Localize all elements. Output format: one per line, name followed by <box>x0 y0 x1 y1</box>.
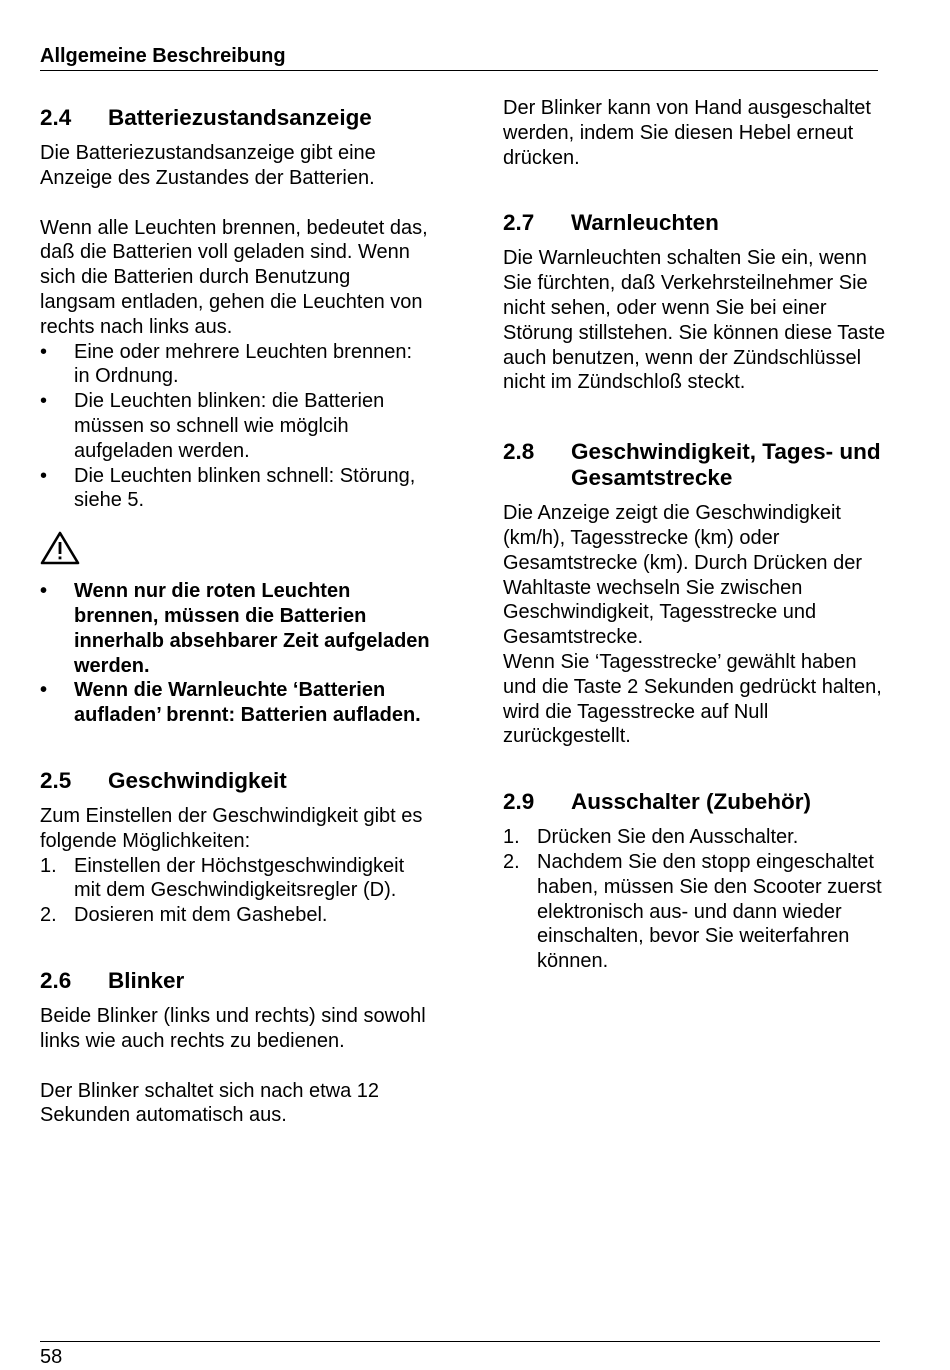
paragraph: Die Anzeige zeigt die Geschwindigkeit (km/h), Tagesstrecke (km) oder Gesamtstrecke (km). Durch Drücken der Wahltaste wechseln Sie zwischen Geschwindigkeit, Tagesstrecke und Gesamtstrecke. <box>503 502 862 649</box>
section-2-5 <box>40 768 430 928</box>
item-text: Nachdem Sie den stopp eingeschaltet haben, müssen Sie den Scooter zuerst elektronisch aus- und dann wieder einschalten, bevor Sie weiterfahren können. <box>537 850 882 973</box>
section-title: Warnleuchten <box>571 210 719 236</box>
section-number: 2.5 <box>40 767 72 793</box>
item-text: Drücken Sie den Ausschalter. <box>537 826 799 849</box>
paragraph: Die Warnleuchten schalten Sie ein, wenn Sie fürchten, daß Verkehrsteilnehmer Sie nicht sehen, oder wenn Sie bei einer Störung stillstehen. Sie können diese Taste auch benutzen, wenn der Zündschlüssel nicht im Zündschloß steckt. <box>503 247 886 394</box>
section-title: Blinker <box>108 967 185 993</box>
item-text: Einstellen der Höchstgeschwindigkeit mit dem Geschwindigkeitsregler (D). <box>74 854 405 902</box>
numbered-item <box>503 850 893 974</box>
right-column <box>503 96 893 974</box>
warning-triangle-icon <box>40 531 80 565</box>
numbered-item <box>503 825 893 850</box>
section-title: Geschwindigkeit <box>108 767 287 793</box>
section-2-6 <box>40 968 430 1128</box>
section-number: 2.6 <box>40 967 72 993</box>
footer-divider <box>40 1341 880 1342</box>
section-number: 2.4 <box>40 105 72 130</box>
numbered-item <box>40 903 430 928</box>
section-title: Ausschalter (Zubehör) <box>571 789 812 815</box>
warning-item: • Wenn nur die roten Leuchten brennen, müssen die Batterien innerhalb absehbarer Zeit aufgeladen werden. <box>40 579 430 678</box>
section-number: 2.9 <box>503 789 535 815</box>
paragraph: Wenn Sie ‘Tagesstrecke’ gewählt haben und die Taste 2 Sekunden gedrückt halten, wird die Tagesstrecke auf Null zurückgestellt. <box>503 650 882 748</box>
item-number: 1. <box>503 826 520 849</box>
header-divider <box>40 70 878 71</box>
section-2-7 <box>503 210 893 395</box>
numbered-list <box>40 854 430 928</box>
bullet-item: • Die Leuchten blinken: die Batterien müssen so schnell wie möglcih aufgeladen werden. <box>40 389 430 463</box>
section-heading <box>40 968 430 994</box>
section-number: 2.7 <box>503 210 535 236</box>
bullet-item: • Die Leuchten blinken schnell: Störung, siehe 5. <box>40 464 430 514</box>
section-2-9 <box>503 789 893 974</box>
warning-item: • Wenn die Warnleuchte ‘Batterien aufladen’ brennt: Batterien aufladen. <box>40 678 430 728</box>
bullet-item: • Eine oder mehrere Leuchten brennen: in Ordnung. <box>40 340 430 390</box>
paragraph: Der Blinker schaltet sich nach etwa 12 Sekunden automatisch aus. <box>40 1079 380 1127</box>
warning-list <box>40 579 430 728</box>
section-heading <box>40 768 430 794</box>
left-column <box>40 105 430 1128</box>
section-heading <box>503 210 893 236</box>
item-text: Dosieren mit dem Gashebel. <box>74 904 328 927</box>
section-heading <box>503 789 893 815</box>
paragraph: Wenn alle Leuchten brennen, bedeutet das, daß die Batterien voll geladen sind. Wenn sich die Batterien durch Benutzung langsam entladen, gehen die Leuchten von rechts nach links aus. <box>40 216 428 338</box>
section-number: 2.8 <box>503 439 535 465</box>
page-number: 58 <box>40 1346 63 1368</box>
section-heading <box>503 439 893 491</box>
numbered-item <box>40 854 430 904</box>
paragraph: Der Blinker kann von Hand ausgeschaltet werden, indem Sie diesen Hebel erneut drücken. <box>503 97 871 169</box>
section-2-4 <box>40 105 430 728</box>
numbered-list <box>503 825 893 974</box>
section-title: Batteriezustandsanzeige <box>108 105 372 130</box>
section-title: Geschwindigkeit, Tages- und Gesamtstrecke <box>571 439 881 491</box>
section-heading <box>40 105 430 131</box>
item-number: 1. <box>40 854 57 877</box>
item-number: 2. <box>40 904 57 927</box>
paragraph: Die Batteriezustandsanzeige gibt eine Anzeige des Zustandes der Batterien. <box>40 142 376 189</box>
paragraph: Beide Blinker (links und rechts) sind sowohl links wie auch rechts zu bedienen. <box>40 1004 426 1052</box>
page-header-title: Allgemeine Beschreibung <box>40 45 286 67</box>
item-number: 2. <box>503 850 520 873</box>
section-2-8 <box>503 439 893 749</box>
paragraph: Zum Einstellen der Geschwindigkeit gibt es folgende Möglichkeiten: <box>40 804 423 852</box>
bullet-list <box>40 340 430 514</box>
